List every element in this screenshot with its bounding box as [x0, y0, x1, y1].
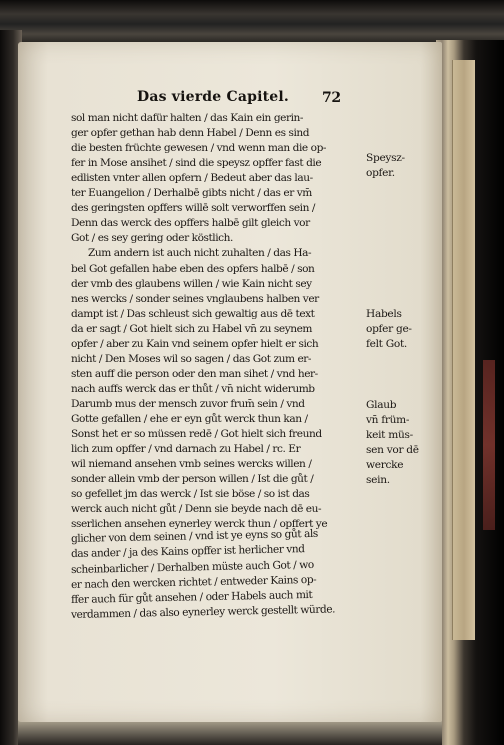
body-line: wil niemand ansehen vmb seines wercks willen /	[71, 458, 312, 471]
bookmark-ribbon	[483, 360, 495, 530]
body-line: lich zum opffer / vnd darnach zu Habel / rc. Er	[71, 443, 301, 456]
body-line: das ander / ja des Kains opffer ist herlicher vnd	[70, 543, 305, 561]
margin-note-line: Speysz-	[366, 152, 405, 164]
body-line: scheinbarlicher / Derhalben müste auch Got / wo	[70, 558, 314, 576]
margin-note-line: Glaub	[366, 399, 397, 411]
margin-note-line: opfer.	[366, 167, 395, 179]
body-line: nicht / Den Moses wil so sagen / das Got zum er-	[71, 352, 312, 365]
body-line: er nach den wercken richtet / entweder Kains op-	[70, 573, 317, 591]
body-line: ger opfer gethan hab denn Habel / Denn es sind	[71, 127, 310, 140]
margin-note-line: Habels	[366, 308, 402, 320]
page-number: 72	[322, 90, 341, 106]
margin-note-line: wercke	[366, 459, 404, 471]
body-line: nes wercks / sonder seines vnglaubens halben ver	[71, 292, 319, 305]
body-line: so gefellet jm das werck / Ist sie böse / so ist das	[71, 488, 310, 501]
body-line: sonder allein vmb der person willen / Ist die gůt /	[71, 473, 314, 486]
body-line: sten auff die person oder den man sihet / vnd her-	[71, 367, 318, 380]
body-line: werck auch nicht gůt / Denn sie beyde nach dē eu-	[71, 503, 322, 516]
body-line: dampt ist / Das schleust sich gewaltig aus dē text	[71, 307, 315, 320]
body-line: bel Got gefallen habe eben des opfers halbē / son	[71, 262, 315, 275]
body-line: Zum andern ist auch nicht zuhalten / das Ha-	[88, 247, 312, 260]
page-stack-edge	[452, 60, 475, 640]
body-line: sol man nicht dafür halten / das Kain ein gerin-	[71, 112, 304, 124]
margin-note-line: sen vor dē	[366, 444, 419, 456]
body-line: Sonst het er so müssen redē / Got hielt sich freund	[71, 428, 322, 441]
body-line: des geringsten opffers willē solt verworffen sein /	[71, 202, 315, 215]
body-line: glicher von dem seinen / vnd ist ye eyns so gůt als	[70, 528, 318, 546]
margin-note-line: keit müs-	[366, 429, 413, 441]
body-line: opfer / aber zu Kain vnd seinem opfer hielt er sich	[71, 337, 319, 350]
body-line: Denn das werck des opffers halbē gilt gleich vor	[71, 217, 310, 230]
margin-note-line: opfer ge-	[366, 323, 412, 335]
body-line: da er sagt / Got hielt sich zu Habel vn̄ zu seynem	[71, 322, 313, 335]
margin-note-line: vn̄ früm-	[366, 414, 410, 426]
body-line: fer in Mose ansihet / sind die speysz opffer fast die	[71, 157, 322, 170]
body-line: nach auffs werck das er thůt / vn̄ nicht widerumb	[71, 382, 315, 395]
body-line: verdammen / das also eynerley werck gestellt würde.	[70, 603, 336, 621]
body-line: sserlichen ansehen eynerley werck thun / opffert ye	[71, 518, 328, 531]
margin-note-line: sein.	[366, 474, 390, 486]
body-line: ffer auch für gůt ansehen / oder Habels auch mit	[70, 588, 313, 606]
body-line: Got / es sey gering oder köstlich.	[71, 232, 233, 245]
body-line: ter Euangelion / Derhalbē gibts nicht / das er vm̄	[71, 187, 312, 200]
body-line: die besten früchte gewesen / vnd wenn man die op-	[71, 142, 327, 155]
body-line: edlisten vnter allen opfern / Bedeut aber das lau-	[71, 172, 313, 185]
body-line: Gotte gefallen / ehe er eyn gůt werck thun kan /	[71, 413, 308, 425]
body-line: der vmb des glaubens willen / wie Kain nicht sey	[71, 277, 312, 290]
margin-note-line: felt Got.	[366, 338, 407, 350]
body-line: Darumb mus der mensch zuvor frum̄ sein / vnd	[71, 397, 305, 410]
book-top-edge	[0, 0, 504, 46]
chapter-header: Das vierde Capitel.	[137, 89, 289, 105]
